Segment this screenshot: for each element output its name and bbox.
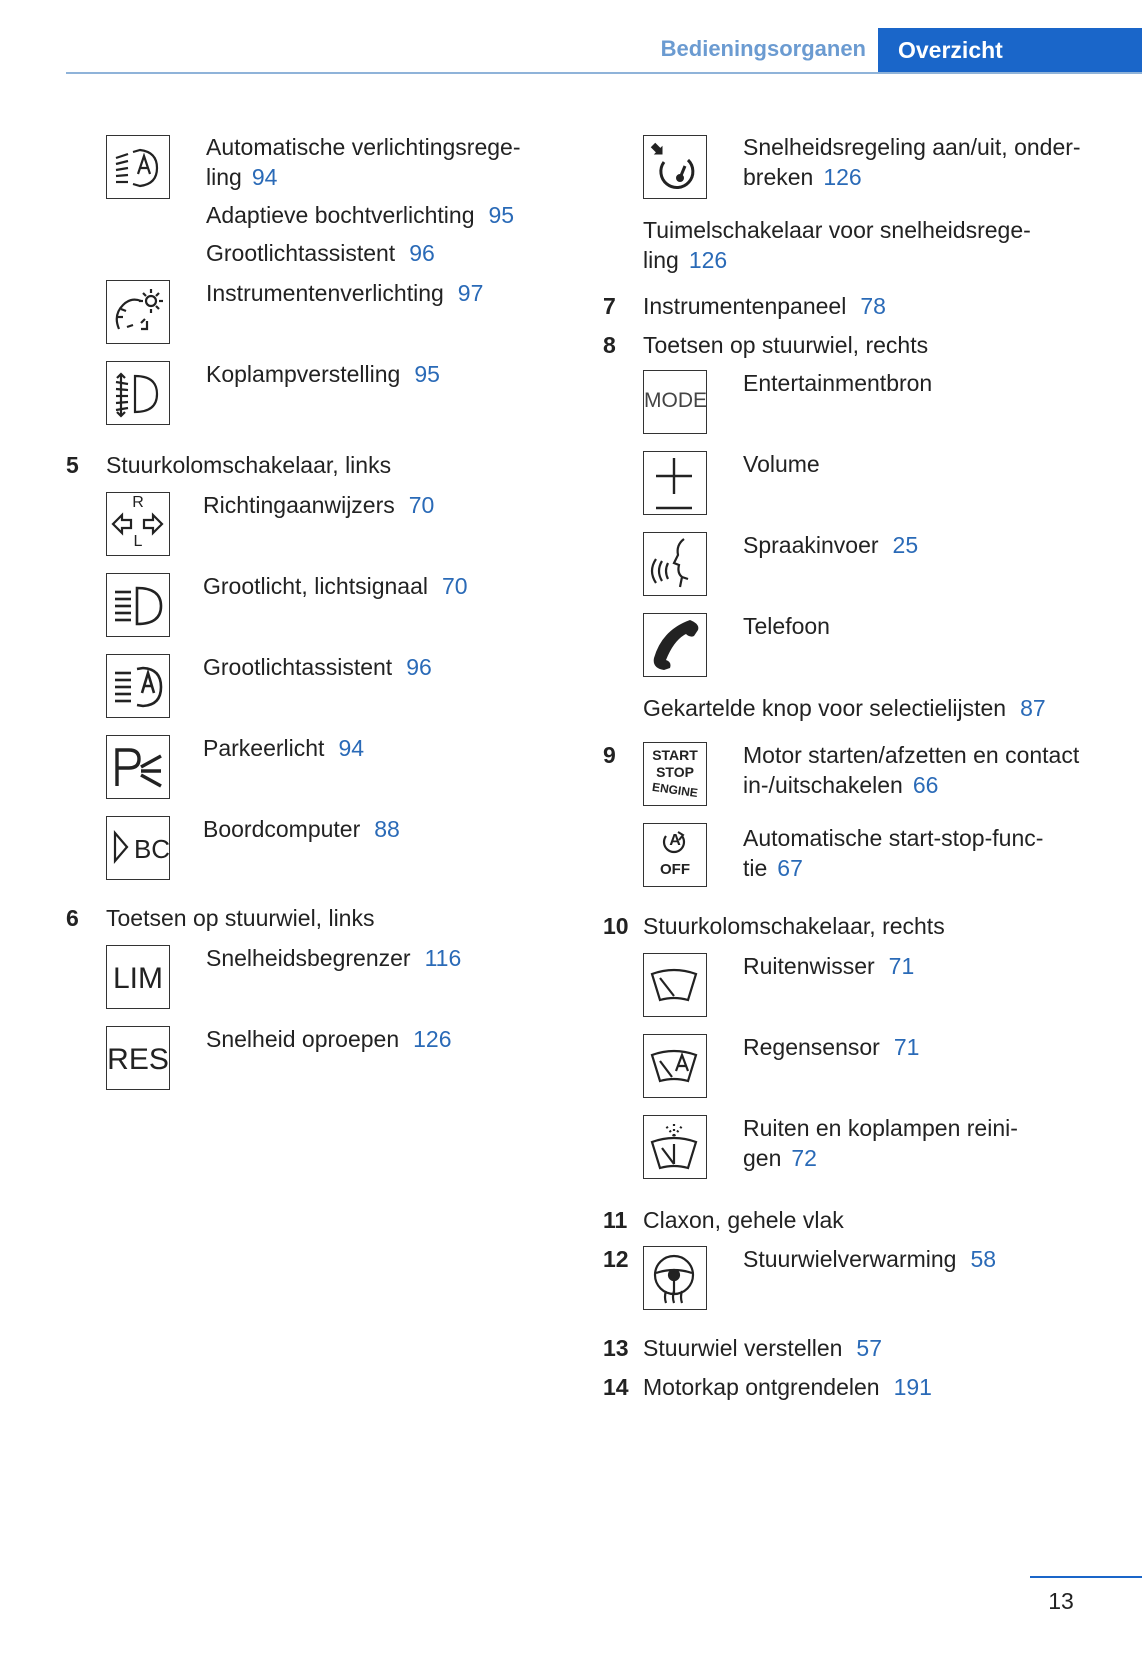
entry-text: Ruitenwisser (743, 953, 875, 979)
entry-text: tie (743, 855, 768, 881)
page-ref-link[interactable]: 67 (777, 855, 803, 881)
page-ref-link[interactable]: 71 (888, 953, 915, 979)
entry-turn-signals (203, 490, 434, 521)
header-section-title: Bedieningsorganen (660, 36, 866, 61)
page-ref-link[interactable]: 94 (251, 164, 278, 190)
section-title (643, 291, 886, 322)
entry-text: Instrumentenverlichting (206, 280, 444, 306)
icon-label: START (652, 747, 698, 763)
page-ref-link[interactable]: 126 (823, 164, 862, 190)
page-ref-link[interactable]: 126 (413, 1026, 452, 1052)
entry-engine-start-line2 (743, 770, 938, 801)
page-ref-link[interactable]: 191 (893, 1374, 932, 1400)
entry-text: Spraakinvoer (743, 532, 879, 558)
entry-text: Grootlichtassistent (206, 240, 396, 266)
entry-text: Grootlicht, lichtsignaal (203, 573, 428, 599)
entry-auto-start-stop-line1: Automatische start-stop-func- (743, 825, 1044, 851)
entry-text: Parkeerlicht (203, 735, 325, 761)
icon-label: R (132, 494, 144, 511)
page-ref-link[interactable]: 96 (406, 654, 432, 680)
page-ref-link[interactable]: 66 (912, 772, 939, 798)
section-title (643, 1333, 882, 1364)
page-ref-link[interactable]: 116 (424, 945, 462, 971)
entry-auto-light-line2 (206, 162, 277, 193)
section-number: 7 (603, 293, 616, 319)
section-number: 5 (66, 452, 79, 478)
page-ref-link[interactable]: 95 (488, 202, 515, 228)
steering-heating-icon (643, 1246, 707, 1310)
page-ref-link[interactable]: 70 (442, 573, 468, 599)
page-number-rule (1030, 1576, 1142, 1578)
section-number: 14 (603, 1374, 629, 1400)
entry-instrument-lighting (206, 278, 483, 309)
entry-rain-sensor (743, 1032, 919, 1063)
entry-engine-start-line1: Motor starten/afzetten en contact (743, 742, 1080, 768)
section-number: 11 (603, 1207, 628, 1233)
icon-label: OFF (660, 861, 690, 878)
entry-auto-start-stop-line2 (743, 853, 803, 884)
voice-input-icon (643, 532, 707, 596)
entry-text: Regensensor (743, 1034, 880, 1060)
icon-label: STOP (656, 764, 694, 780)
page-ref-link[interactable]: 72 (791, 1145, 817, 1171)
auto-light-icon (106, 135, 170, 199)
page-ref-link[interactable]: 58 (970, 1246, 997, 1272)
section-number: 6 (66, 905, 79, 931)
washer-icon (643, 1115, 707, 1179)
entry-washer-line1: Ruiten en koplampen reini- (743, 1115, 1018, 1141)
rain-sensor-icon (643, 1034, 707, 1098)
entry-text: Stuurwielverwarming (743, 1246, 957, 1272)
page-ref-link[interactable]: 95 (414, 361, 440, 387)
page-ref-link[interactable]: 88 (374, 816, 400, 842)
entry-rocker-switch-line1: Tuimelschakelaar voor snelheidsrege- (643, 217, 1031, 243)
entry-adaptive-bend-light (206, 200, 514, 231)
icon-label: MODE (644, 389, 707, 412)
section-title: Claxon, gehele vlak (643, 1207, 844, 1233)
icon-label: BC (133, 834, 171, 864)
section-title: Stuurkolomschakelaar, rechts (643, 913, 945, 939)
page-number: 13 (1048, 1588, 1074, 1614)
section-title: Toetsen op stuurwiel, rechts (643, 332, 929, 358)
entry-steering-heating (743, 1244, 996, 1275)
header-tab-label: Overzicht (898, 37, 1003, 63)
entry-text: Adaptieve bochtverlichting (206, 202, 475, 228)
entry-text: Koplampverstelling (206, 361, 401, 387)
entry-text: Richtingaanwijzers (203, 492, 395, 518)
entry-text: ling (643, 247, 679, 273)
entry-resume-speed (206, 1024, 451, 1055)
section-number: 13 (603, 1335, 629, 1361)
section-title: Stuurkolomschakelaar, links (106, 452, 392, 478)
mode-button-icon (643, 370, 707, 434)
entry-wiper (743, 951, 914, 982)
headlight-range-icon (106, 361, 170, 425)
entry-text: in-/uitschakelen (743, 772, 903, 798)
page-ref-link[interactable]: 57 (856, 1335, 883, 1361)
entry-high-beam-assist-2 (203, 652, 432, 683)
entry-volume: Volume (743, 451, 820, 477)
section-title: Toetsen op stuurwiel, links (106, 905, 375, 931)
page-ref-link[interactable]: 78 (860, 293, 886, 319)
section-number: 10 (603, 913, 629, 939)
icon-label: A (669, 832, 681, 849)
section-number: 9 (603, 742, 616, 768)
entry-headlight-range (206, 359, 440, 390)
entry-text: Snelheidsbegrenzer (206, 945, 411, 971)
section-number: 12 (603, 1246, 629, 1272)
entry-text: gen (743, 1145, 782, 1171)
entry-text: breken (743, 164, 814, 190)
entry-cruise-control-line1: Snelheidsregeling aan/uit, onder- (743, 134, 1081, 160)
auto-start-stop-off-icon (643, 823, 707, 887)
page-ref-link[interactable]: 25 (892, 532, 919, 558)
entry-telephone: Telefoon (743, 613, 830, 639)
section-number: 8 (603, 332, 616, 358)
entry-high-beam-assist (206, 238, 435, 269)
phone-icon (643, 613, 707, 677)
entry-text: Grootlichtassistent (203, 654, 393, 680)
speed-limiter-icon (106, 945, 170, 1009)
entry-cruise-control-line2 (743, 162, 862, 193)
header-tab (878, 28, 1142, 74)
cruise-control-icon (643, 135, 707, 199)
entry-text: Instrumentenpaneel (643, 293, 847, 319)
entry-text: Snelheid oproepen (206, 1026, 400, 1052)
volume-icon (643, 451, 707, 515)
icon-label: LIM (112, 962, 163, 995)
parking-light-icon (106, 735, 170, 799)
entry-washer-line2 (743, 1143, 817, 1174)
entry-parking-light (203, 733, 364, 764)
entry-high-beam (203, 571, 468, 602)
entry-text: Stuurwiel verstellen (643, 1335, 843, 1361)
entry-speed-limiter (206, 943, 461, 974)
resume-speed-icon (106, 1026, 170, 1090)
page-ref-link[interactable]: 70 (408, 492, 435, 518)
entry-text: ling (206, 164, 242, 190)
instrument-lighting-icon (106, 280, 170, 344)
start-stop-engine-icon (643, 742, 707, 806)
entry-board-computer (203, 814, 400, 845)
entry-voice-input (743, 530, 918, 561)
header-rule (66, 72, 1142, 74)
entry-auto-light-line1: Automatische verlichtingsrege- (206, 134, 521, 160)
entry-text: Motorkap ontgrendelen (643, 1374, 880, 1400)
wiper-icon (643, 953, 707, 1017)
entry-knurled-wheel (643, 693, 1046, 724)
high-beam-assist-icon (106, 654, 170, 718)
section-title (643, 1372, 932, 1403)
page-ref-link[interactable]: 97 (457, 280, 484, 306)
page-ref-link[interactable]: 96 (409, 240, 435, 266)
page-ref-link[interactable]: 94 (338, 735, 365, 761)
icon-label: ENGINE (651, 779, 699, 801)
entry-rocker-switch-line2 (643, 245, 727, 276)
icon-label: RES (107, 1043, 169, 1076)
entry-text: Boordcomputer (203, 816, 361, 842)
entry-entertainment-source: Entertainmentbron (743, 370, 933, 396)
page-ref-link[interactable]: 71 (893, 1034, 920, 1060)
high-beam-icon (106, 573, 170, 637)
entry-text: Gekartelde knop voor selectielijsten (643, 695, 1007, 721)
board-computer-icon (106, 816, 170, 880)
page-ref-link[interactable]: 87 (1020, 695, 1046, 721)
page-ref-link[interactable]: 126 (688, 247, 728, 273)
turn-signal-icon (106, 492, 170, 556)
icon-label: L (133, 533, 143, 550)
